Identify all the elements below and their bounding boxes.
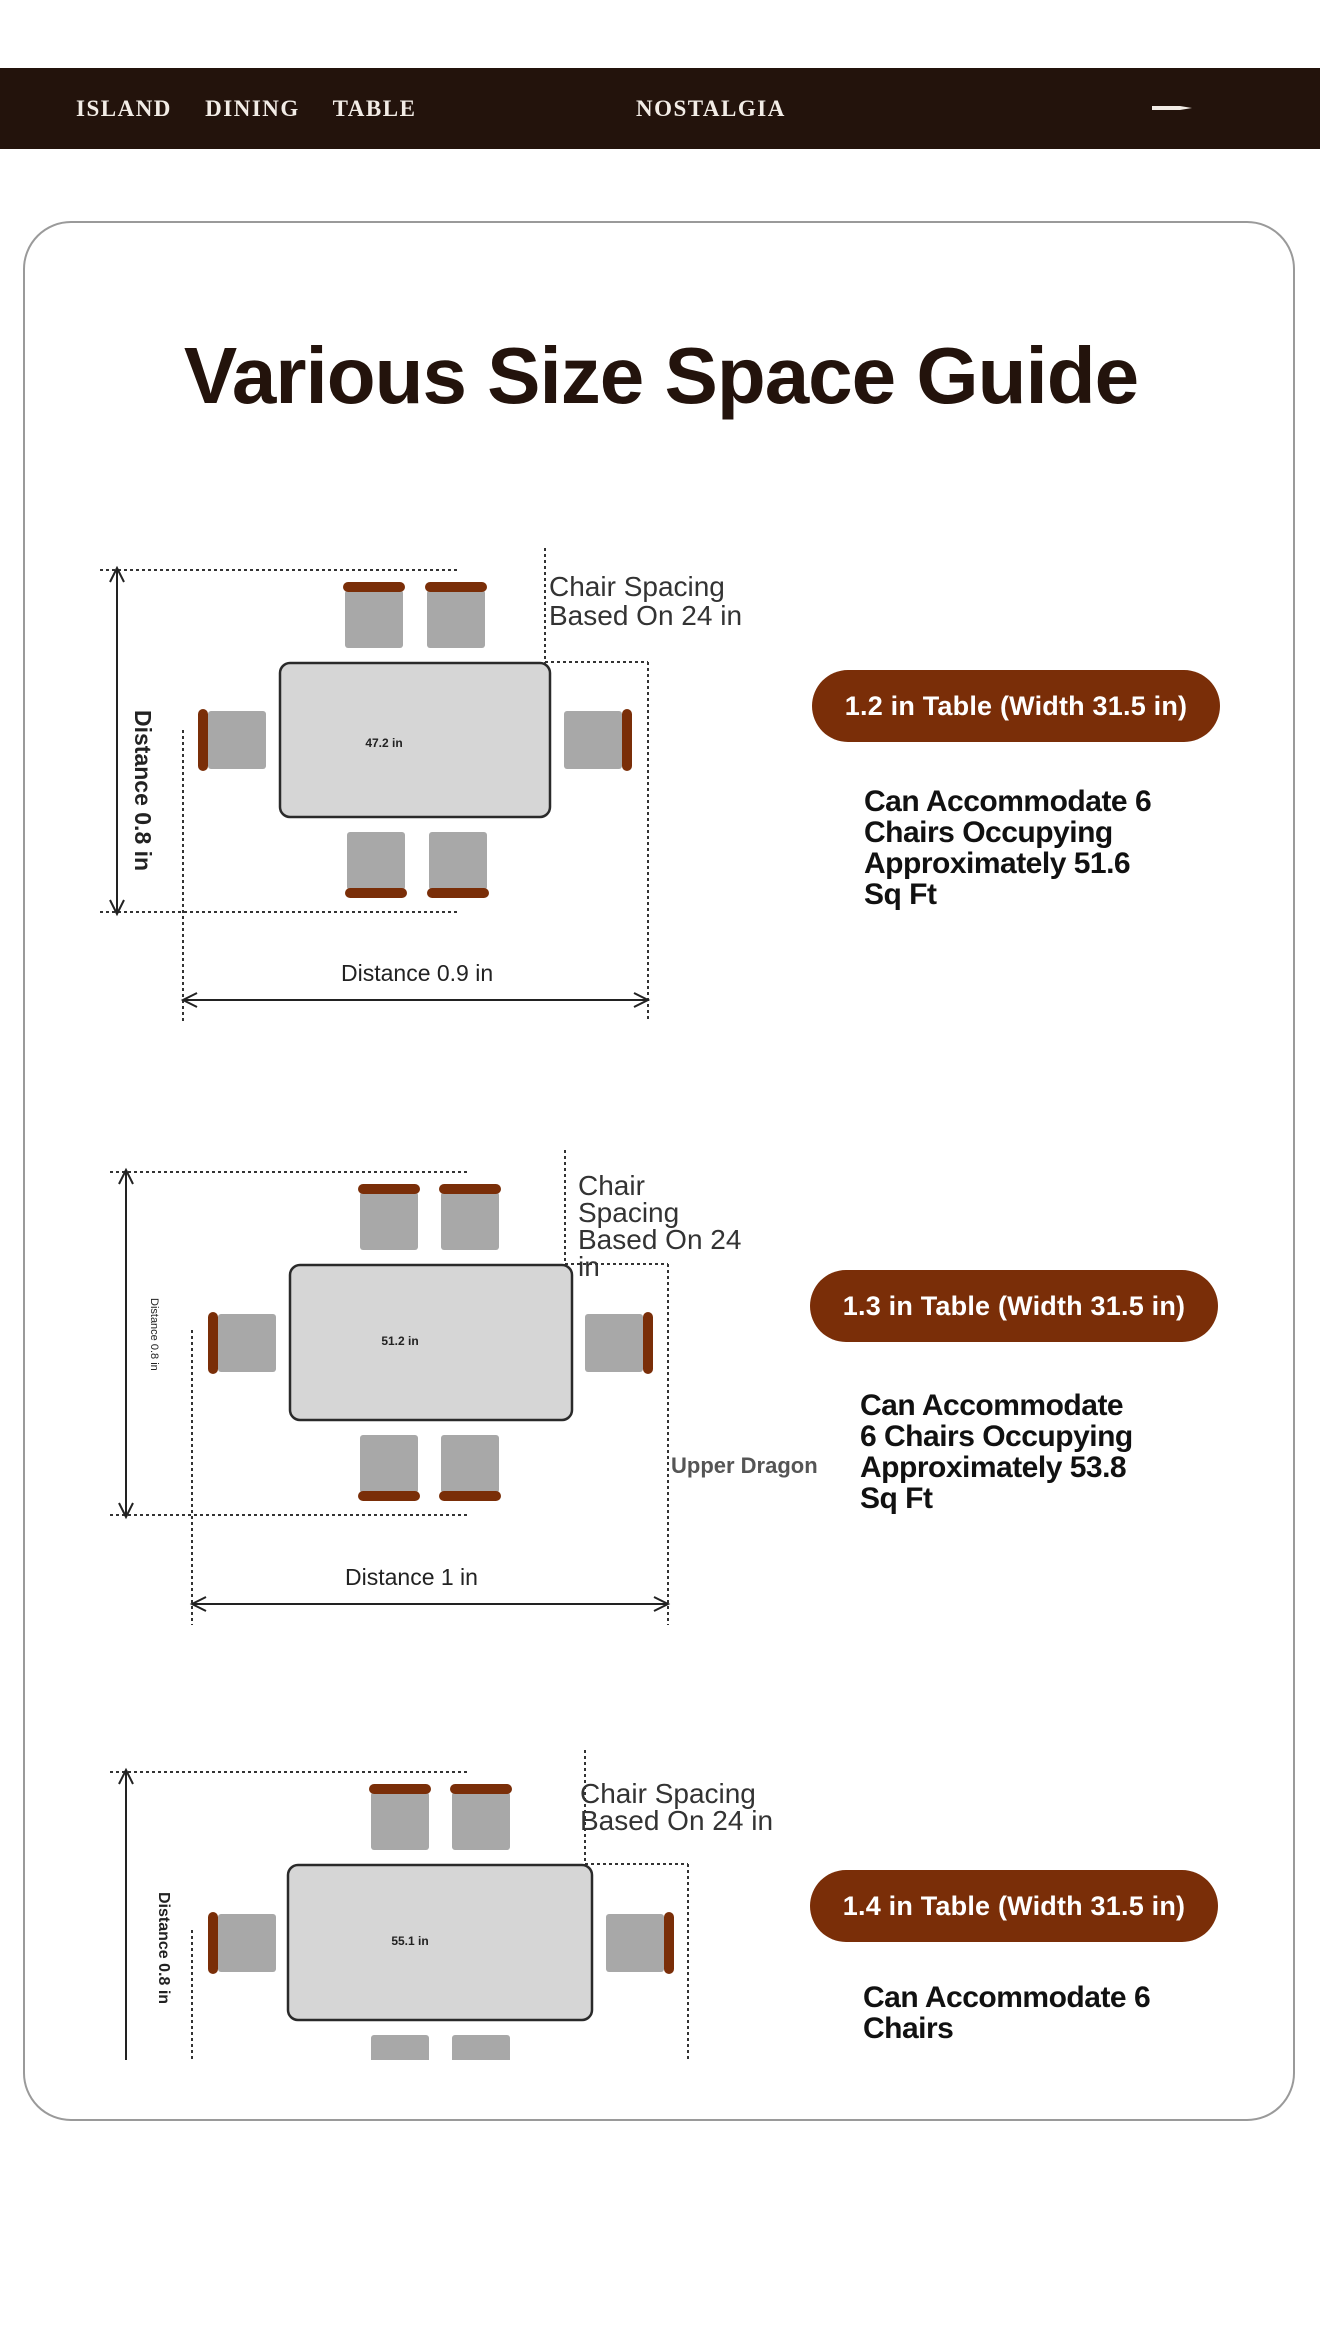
dining-table [290, 1265, 572, 1420]
chair [360, 1192, 418, 1250]
top-bar [0, 68, 1320, 149]
capacity-description: Can Accommodate 6 Chairs Occupying Approximately 51.6 Sq Ft [864, 785, 1152, 911]
nav-item-dining[interactable]: DINING [205, 96, 300, 121]
chair-backrest [427, 888, 489, 898]
chair-backrest [208, 1912, 218, 1974]
chair [218, 1914, 276, 1972]
chair-backrest [425, 582, 487, 592]
chair-backrest [643, 1312, 653, 1374]
nav-left [76, 68, 442, 149]
vertical-distance-label: Distance 0.8 in [148, 1298, 160, 1371]
capacity-description: Can Accommodate 6 Chairs Occupying Approximately 53.8 Sq Ft [860, 1389, 1133, 1515]
size-section-3 [0, 1740, 1322, 2340]
chair-backrest [450, 1784, 512, 1794]
chair [427, 590, 485, 648]
chair [441, 1435, 499, 1493]
chair-backrest [198, 709, 208, 771]
horizontal-distance-label: Distance 1 in [345, 1564, 478, 1590]
chair [441, 1192, 499, 1250]
size-section-1 [0, 540, 1322, 1140]
chair-backrest [208, 1312, 218, 1374]
chair-backrest [439, 1491, 501, 1501]
vertical-distance-label: Distance 0.8 in [130, 710, 156, 872]
nav-item-island[interactable]: ISLAND [76, 96, 172, 121]
chair-backrest [622, 709, 632, 771]
chair [564, 711, 622, 769]
vertical-distance-label: Distance 0.8 in [155, 1892, 172, 2005]
page-title: Various Size Space Guide [183, 331, 1139, 420]
dining-table [288, 1865, 592, 2020]
chair-backrest [343, 582, 405, 592]
chair-backrest [369, 1784, 431, 1794]
chair-backrest [345, 888, 407, 898]
table-size-badge[interactable]: 1.4 in Table (Width 31.5 in) [810, 1870, 1218, 1942]
chair [452, 1792, 510, 1850]
chair [347, 832, 405, 890]
chair [360, 1435, 418, 1493]
dining-table [280, 663, 550, 817]
table-size-badge[interactable]: 1.2 in Table (Width 31.5 in) [812, 670, 1220, 742]
brand-watermark: Upper Dragon [671, 1453, 818, 1478]
chair-backrest [664, 1912, 674, 1974]
chair-spacing-note: Chair Spacing Based On 24 in [580, 1778, 774, 1836]
chair [585, 1314, 643, 1372]
chair [429, 832, 487, 890]
table-size-badge[interactable]: 1.3 in Table (Width 31.5 in) [810, 1270, 1218, 1342]
size-section-2 [0, 1140, 1322, 1740]
horizontal-distance-label: Distance 0.9 in [341, 960, 494, 986]
chair-backrest [358, 1184, 420, 1194]
table-length-label: 51.2 in [381, 1334, 419, 1348]
capacity-description: Can Accommodate 6 Chairs [863, 1981, 1151, 2045]
nav-item-table[interactable]: TABLE [332, 96, 417, 121]
chair [218, 1314, 276, 1372]
nav-brand[interactable]: NOSTALGIA [636, 96, 786, 121]
table-length-label: 47.2 in [365, 736, 403, 750]
chair-backrest [358, 1491, 420, 1501]
table-length-label: 55.1 in [391, 1934, 429, 1948]
chair [606, 1914, 664, 1972]
chair-spacing-note: Chair Spacing Based On 24 in [578, 1170, 742, 1282]
chair [345, 590, 403, 648]
chair-spacing-note: Chair Spacing Based On 24 in [549, 571, 743, 631]
chair [208, 711, 266, 769]
arrow-right-icon[interactable] [1152, 96, 1192, 120]
chair [371, 1792, 429, 1850]
chair-backrest [439, 1184, 501, 1194]
